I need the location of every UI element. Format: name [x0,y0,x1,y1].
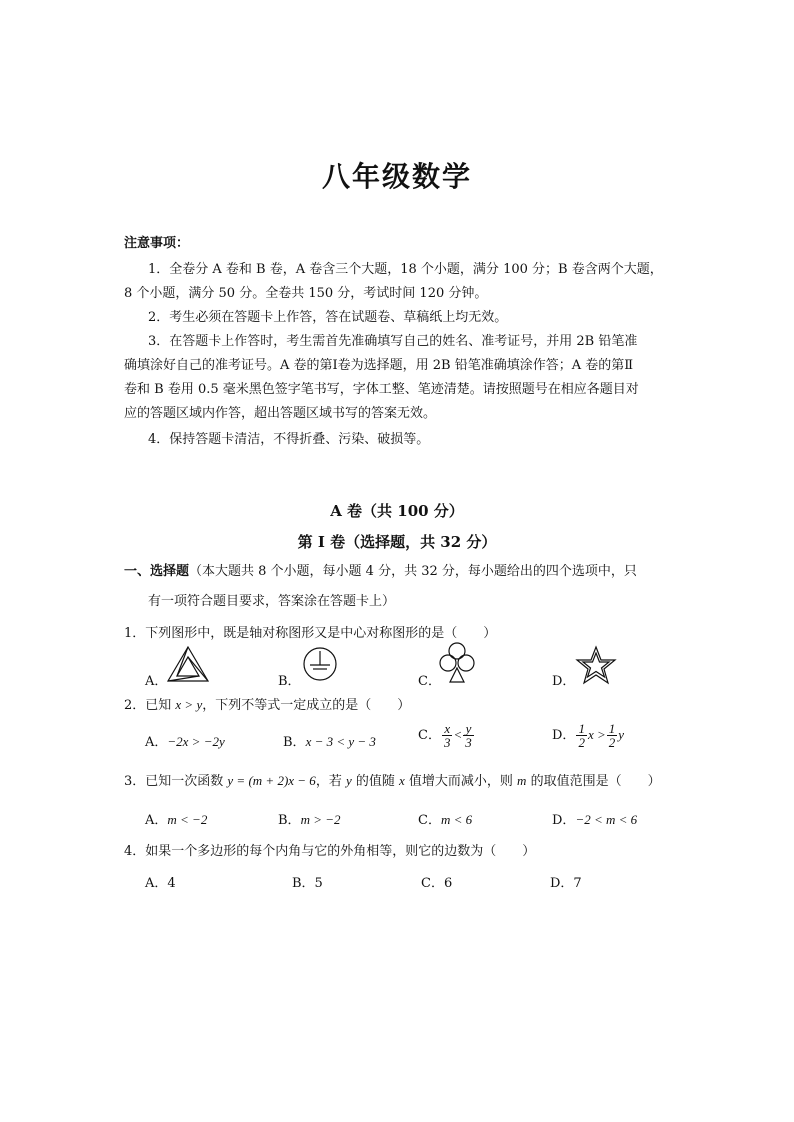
notice-line-4: 3．在答题卡上作答时，考生需首先准确填写自己的姓名、准考证号，并用 2B 铅笔准 [148,334,638,349]
q4-option-b: B．5 [292,876,323,891]
q2-d-den-2: 2 [608,735,616,750]
q3-a-math: m < −2 [167,812,208,827]
q2-d-frac-1 [576,722,587,749]
q2-c-den-2: 3 [465,735,472,750]
q2-d-num-1: 1 [578,721,585,736]
notice-line-6: 卷和 B 卷用 0.5 毫米黑色签字笔书写，字体工整、笔迹清楚。请按照题号在相应各题目对 [124,382,639,397]
q2-c-label: C． [418,728,441,743]
q3-stem-math: y = (m + 2)x − 6 [227,773,316,788]
q4-stem: 4．如果一个多边形的每个内角与它的外角相等，则它的边数为（ ） [124,844,536,859]
q2-d-den-1: 2 [578,735,585,750]
notice-line-2: 8 个小题，满分 50 分。全卷共 150 分，考试时间 120 分钟。 [124,286,488,301]
q3-stem-mid: ，若 [315,774,346,789]
section-a-heading: A 卷（共 100 分） [330,502,464,520]
notice-line-8: 4．保持答题卡清洁，不得折叠、污染、破损等。 [148,432,430,447]
q3-option-b [278,809,341,828]
mc-label: 一、选择题 [124,564,190,579]
q3-stem [124,770,661,789]
mc-desc-1: （本大题共 8 个小题，每小题 4 分，共 32 分，每小题给出的四个选项中，只 [189,564,637,579]
q3-stem-mid2: 的值随 [351,774,399,789]
q3-stem-post: 的取值范围是（ ） [526,774,661,789]
q3-d-math: −2 < m < 6 [575,812,638,827]
q2-d-num-2: 1 [608,721,616,736]
q3-b-label: B． [278,813,301,828]
q2-stem-pre: 2．已知 [124,698,176,713]
q2-c-frac-1 [442,722,453,749]
q2-stem [124,694,410,713]
notice-heading: 注意事项： [124,236,190,251]
q3-b-math: m > −2 [300,812,341,827]
part-1-heading: 第 Ⅰ 卷（选择题，共 32 分） [297,533,497,551]
q3-c-math: m < 6 [440,812,473,827]
q3-stem-m: m [517,773,527,788]
q4-option-a: A．4 [145,876,176,891]
notice-line-5: 确填涂好自己的准考证号。A 卷的第Ⅰ卷为选择题，用 2B 铅笔准确填涂作答；A 卷的第Ⅱ [124,358,634,373]
q3-stem-x: x [399,773,405,788]
q3-a-label: A． [145,813,168,828]
circle-ground-icon [301,645,339,683]
q2-b-label: B． [283,735,306,750]
q1-option-a: A． [145,674,168,689]
q1-option-b: B． [278,674,301,689]
q3-option-c [418,809,472,828]
q2-c-num-2: y [463,722,474,736]
q2-d-mid: x > [587,727,606,742]
q2-stem-math: x > y [175,697,203,712]
q2-stem-post: ，下列不等式一定成立的是（ ） [202,698,411,713]
q4-option-d: D．7 [550,876,582,891]
q3-stem-mid3: 值增大而减小，则 [404,774,518,789]
q2-a-label: A． [145,735,168,750]
q1-option-d: D． [552,674,576,689]
page-title: 八年级数学 [321,160,472,193]
q3-option-a [145,809,207,828]
q3-stem-y: y [345,773,352,788]
q2-option-a [145,731,225,750]
q4-option-c: C．6 [421,876,453,891]
q2-c-den-1: 3 [443,735,451,750]
notice-line-3: 2．考生必须在答题卡上作答，答在试题卷、草稿纸上均无效。 [148,310,508,325]
notice-line-7: 应的答题区域内作答，超出答题区域书写的答案无效。 [124,406,437,421]
q2-option-b [283,731,376,750]
q3-stem-pre: 3．已知一次函数 [124,774,228,789]
q2-a-math: −2x > −2y [167,734,225,749]
q2-d-frac-2 [607,722,618,749]
q2-c-num-1: x [442,722,453,736]
triangle-knot-icon [166,645,210,685]
club-icon [437,640,477,686]
q3-d-label: D． [552,813,576,828]
q2-c-op: < [453,727,463,742]
q2-option-c [418,722,475,749]
q2-d-end: y [618,727,625,742]
q2-d-label: D． [552,728,576,743]
q1-option-c: C． [418,674,441,689]
star-icon [575,645,617,685]
mc-desc-2: 有一项符合题目要求，答案涂在答题卡上） [148,594,396,609]
q2-c-frac-2 [463,722,474,749]
q3-c-label: C． [418,813,441,828]
q3-option-d [552,809,637,828]
notice-line-1: 1．全卷分 A 卷和 B 卷，A 卷含三个大题，18 个小题，满分 100 分；B 卷含两个大题， [148,262,663,277]
q2-b-math: x − 3 < y − 3 [305,734,376,749]
q1-stem: 1．下列图形中，既是轴对称图形又是中心对称图形的是（ ） [124,626,497,641]
q2-option-d [552,722,624,749]
